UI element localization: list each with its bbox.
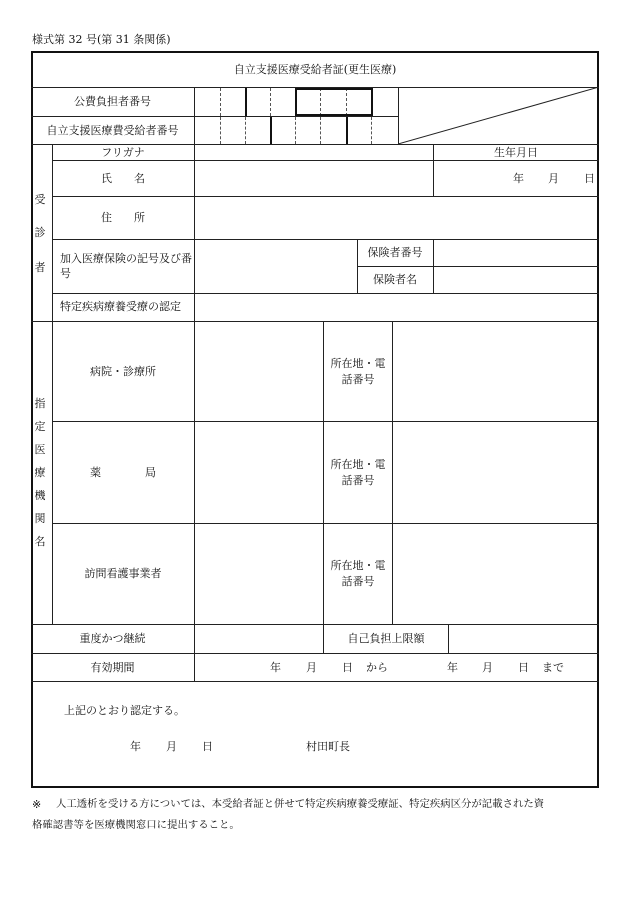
- hospital-address-phone-label: 所在地・電話番号: [330, 356, 386, 386]
- insurer-number-label: 保険者番号: [367, 246, 423, 260]
- note-mark: ※: [32, 798, 42, 811]
- cert-month-unit: 月: [166, 740, 177, 753]
- diagonal-strike: [398, 87, 599, 144]
- severe-continuous-label: 重度かつ継続: [79, 632, 146, 646]
- specific-disease-label: 特定疾病療養受療の認定: [60, 300, 181, 314]
- cert-year-unit: 年: [130, 740, 141, 753]
- copay-limit-label: 自己負担上限額: [347, 632, 425, 646]
- birth-day-unit: 日: [584, 172, 595, 185]
- issuer-name: 村田町長: [306, 740, 350, 753]
- valid-to-year: 年: [447, 661, 458, 674]
- birth-year-unit: 年: [513, 172, 524, 185]
- visiting-nursing-label: 訪問看護事業者: [84, 567, 162, 581]
- form-title: 自立支援医療受給者証(更生医療): [233, 63, 397, 77]
- cert-day-unit: 日: [202, 740, 213, 753]
- valid-from-day: 日: [342, 661, 353, 674]
- validity-period-label: 有効期間: [90, 660, 135, 674]
- furigana-label: フリガナ: [101, 145, 145, 159]
- valid-to-month: 月: [482, 661, 493, 674]
- valid-to-day: 日: [518, 661, 529, 674]
- insurer-name-label: 保険者名: [373, 273, 417, 287]
- hospital-clinic-label: 病院・診療所: [90, 364, 156, 378]
- note-line-2: 格確認書等を医療機関窓口に提出すること。: [32, 819, 240, 831]
- form-number: 様式第 32 号(第 31 条関係): [32, 33, 171, 46]
- birth-month-unit: 月: [548, 172, 559, 185]
- birthdate-label: 生年月日: [494, 145, 538, 159]
- certification-statement: 上記のとおり認定する。: [64, 704, 185, 717]
- pharmacy-label: 薬 局: [90, 465, 156, 479]
- note-line-1: 人工透析を受ける方については、本受給者証と併せて特定疾病療養受療証、特定疾病区分が記載された資: [56, 798, 545, 810]
- valid-from-year: 年: [270, 661, 281, 674]
- address-label: 住 所: [101, 211, 145, 225]
- pharmacy-address-phone-label: 所在地・電話番号: [330, 457, 386, 487]
- name-label: 氏 名: [101, 171, 145, 185]
- valid-from-word: から: [366, 661, 388, 674]
- valid-to-word: まで: [542, 661, 564, 674]
- nursing-address-phone-label: 所在地・電話番号: [330, 559, 386, 588]
- recipient-number-label: 自立支援医療費受給者番号: [46, 123, 179, 137]
- insurance-symbol-number-label: 加入医療保険の記号及び番号: [60, 251, 192, 280]
- valid-from-month: 月: [306, 661, 317, 674]
- public-payer-number-label: 公費負担者番号: [74, 95, 151, 109]
